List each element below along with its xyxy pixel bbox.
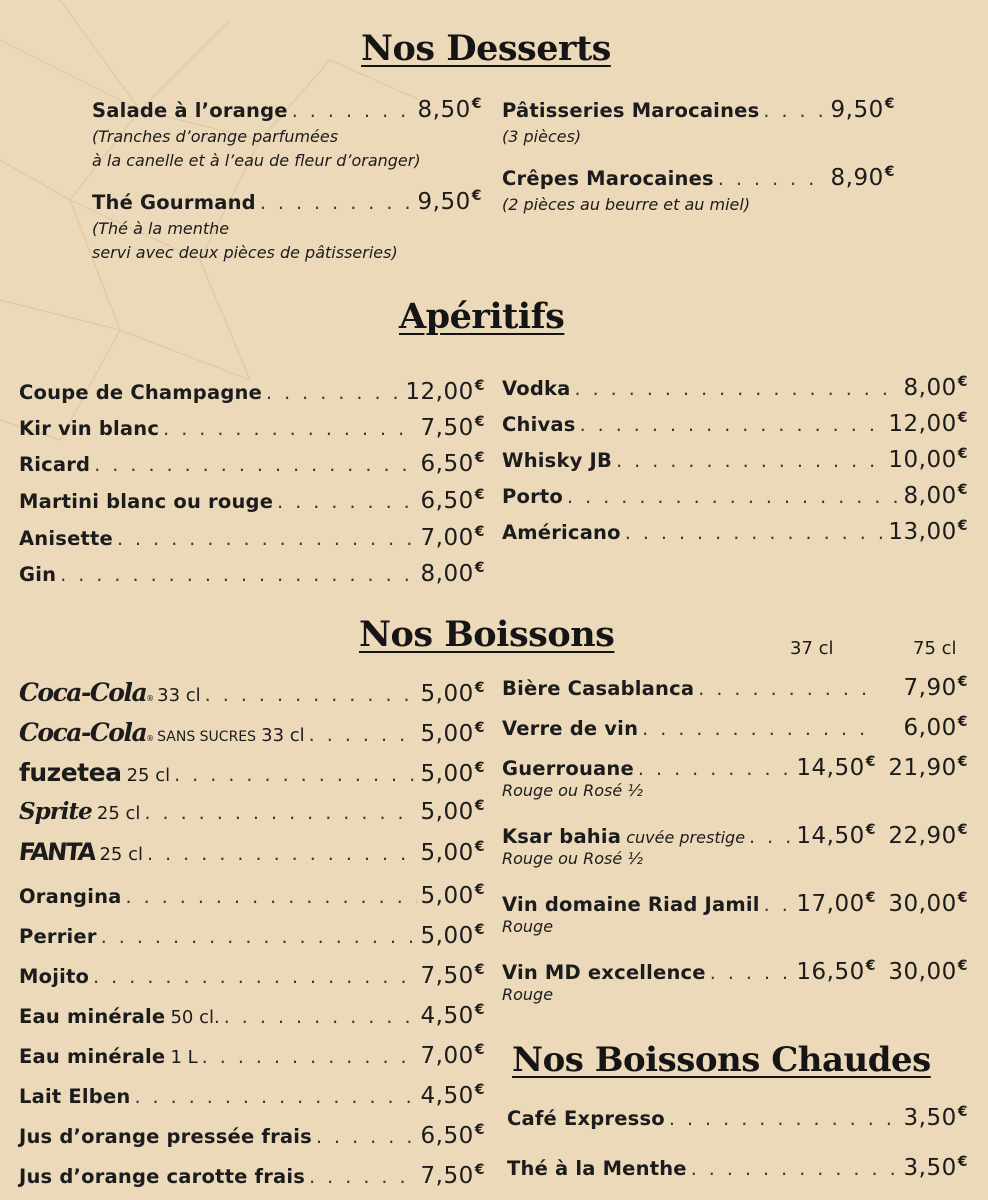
item-price: 7,00€ — [420, 524, 485, 551]
leader-dots — [147, 843, 417, 865]
menu-item — [19, 524, 485, 551]
leader-dots — [309, 1166, 416, 1188]
item-name: Café Expresso — [507, 1107, 665, 1130]
item-name: Jus d’orange pressée frais — [19, 1125, 312, 1148]
item-name: Salade à l’orange — [92, 99, 288, 122]
leader-dots — [309, 724, 417, 746]
menu-item: Coca-Cola ® 33 cl . . . 5,00€ — [19, 678, 485, 707]
menu-item — [19, 922, 485, 949]
item-name: Thé Gourmand — [92, 191, 256, 214]
item-name: Crêpes Marocaines — [502, 167, 714, 190]
menu-item — [507, 1104, 968, 1131]
item-price: 7,00€ — [420, 1042, 485, 1069]
item-price: 3,50€ — [903, 1104, 968, 1131]
leader-dots — [638, 758, 792, 780]
item-size: 33 cl — [261, 725, 305, 746]
leader-dots — [101, 926, 417, 948]
leader-dots — [205, 684, 417, 706]
item-name: Américano — [502, 521, 621, 544]
item-description: (3 pièces) — [502, 127, 582, 146]
item-name: Kir vin blanc — [19, 417, 160, 440]
menu-item — [502, 958, 968, 1004]
leader-dots — [93, 966, 416, 988]
section-title-desserts: Nos Desserts — [361, 28, 611, 69]
fanta-logo: FANTA — [17, 838, 96, 866]
leader-dots — [642, 718, 872, 740]
item-price: 5,00€ — [420, 798, 485, 825]
item-extra: SANS SUCRES — [157, 729, 257, 745]
item-name: Thé à la Menthe — [507, 1157, 687, 1180]
section-title-aperitifs: Apéritifs — [399, 296, 565, 337]
item-price-75cl: 30,00€ — [888, 890, 968, 917]
item-price: 5,00€ — [420, 839, 485, 866]
item-price: 10,00€ — [888, 446, 968, 473]
item-price-37cl: 16,50€ — [796, 958, 876, 985]
menu-item — [502, 374, 968, 401]
menu-item — [19, 758, 485, 787]
item-name: Lait Elben — [19, 1085, 131, 1108]
menu-item — [502, 714, 968, 741]
fuzetea-logo: fuzetea — [19, 758, 122, 787]
menu-item — [19, 1082, 485, 1109]
item-name: Whisky JB — [502, 449, 613, 472]
item-price: 5,00€ — [420, 720, 485, 747]
item-price: 5,00€ — [420, 760, 485, 787]
menu-item — [19, 798, 485, 825]
menu-item — [502, 446, 968, 473]
item-price-37cl: 17,00€ — [796, 890, 876, 917]
item-price: 6,50€ — [420, 487, 485, 514]
item-name: Ricard — [19, 453, 91, 476]
section-title-boissons: Nos Boissons — [359, 614, 615, 655]
item-size: 1 L — [170, 1047, 198, 1068]
item-price: 6,50€ — [420, 450, 485, 477]
item-name: Pâtisseries Marocaines — [502, 99, 760, 122]
menu-item — [19, 487, 485, 514]
item-price-75cl: 22,90€ — [888, 822, 968, 849]
leader-dots — [718, 168, 827, 190]
item-size: 50 cl. — [170, 1007, 220, 1028]
item-price: 4,50€ — [420, 1082, 485, 1109]
item-price: 8,00€ — [903, 374, 968, 401]
leader-dots — [260, 192, 414, 214]
leader-dots — [763, 100, 826, 122]
leader-dots — [174, 764, 416, 786]
menu-item — [502, 96, 895, 149]
item-price: 13,00€ — [888, 518, 968, 545]
item-label: cuvée prestige — [626, 828, 746, 847]
menu-item — [19, 838, 485, 866]
item-note: Rouge ou Rosé ½ — [502, 781, 643, 800]
item-name: Vodka — [502, 377, 571, 400]
menu-item — [502, 164, 895, 217]
leader-dots — [163, 418, 416, 440]
item-price: 5,00€ — [420, 922, 485, 949]
item-price: 9,50€ — [417, 188, 482, 215]
menu-item — [92, 96, 482, 173]
item-price: 7,50€ — [420, 1162, 485, 1189]
coca-cola-logo: Coca-Cola — [19, 678, 147, 707]
sprite-logo: Sprite — [19, 798, 92, 825]
leader-dots — [616, 450, 884, 472]
menu-item — [19, 882, 485, 909]
menu-item — [19, 1162, 485, 1189]
item-price: 8,00€ — [903, 482, 968, 509]
menu-item — [502, 410, 968, 437]
leader-dots — [60, 564, 416, 586]
menu-item — [502, 822, 968, 868]
item-price: 5,00€ — [420, 882, 485, 909]
menu-item — [502, 890, 968, 936]
menu-item — [19, 1002, 485, 1029]
item-price: 8,00€ — [420, 560, 485, 587]
item-note: Rouge — [502, 985, 554, 1004]
item-name: Gin — [19, 563, 57, 586]
menu-item — [19, 962, 485, 989]
item-price-75cl: 30,00€ — [888, 958, 968, 985]
leader-dots — [764, 894, 793, 916]
item-price: 6,50€ — [420, 1122, 485, 1149]
item-name: Coupe de Champagne — [19, 381, 262, 404]
coca-cola-logo: Coca-Cola — [19, 718, 147, 747]
menu-item — [19, 414, 485, 441]
item-name: Perrier — [19, 925, 97, 948]
column-header-75cl: 75 cl — [913, 638, 957, 659]
item-name: Ksar bahia — [502, 825, 622, 848]
leader-dots — [625, 522, 885, 544]
item-name: Anisette — [19, 527, 113, 550]
item-note: Rouge ou Rosé ½ — [502, 849, 643, 868]
leader-dots — [117, 528, 417, 550]
leader-dots — [134, 1086, 416, 1108]
leader-dots — [316, 1126, 417, 1148]
leader-dots — [580, 414, 885, 436]
item-description: (Thé à la menthe servi avec deux pièces de pâtisseries) — [92, 219, 398, 262]
leader-dots — [277, 491, 416, 513]
item-size: 25 cl — [96, 803, 141, 824]
leader-dots — [224, 1006, 417, 1028]
item-name: Vin MD excellence — [502, 961, 706, 984]
item-name: Martini blanc ou rouge — [19, 490, 274, 513]
item-price-37cl: 14,50€ — [796, 822, 876, 849]
menu-item — [507, 1154, 968, 1181]
item-description: (Tranches d’orange parfumées à la canelle et à l’eau de fleur d’oranger) — [92, 127, 421, 170]
item-name: Bière Casablanca — [502, 677, 695, 700]
menu-item — [19, 378, 485, 405]
leader-dots — [691, 1158, 900, 1180]
item-name: Mojito — [19, 965, 90, 988]
menu-item — [502, 754, 968, 800]
leader-dots — [292, 100, 414, 122]
item-price: 8,50€ — [417, 96, 482, 123]
leader-dots — [749, 826, 792, 848]
menu-item — [19, 450, 485, 477]
leader-dots — [698, 678, 872, 700]
item-size: 25 cl — [126, 765, 171, 786]
menu-item — [502, 674, 968, 701]
item-note: Rouge — [502, 917, 554, 936]
menu-item: Coca-Cola ® SANS SUCRES 33 cl . . . 5,00€ — [19, 718, 485, 747]
item-price: 12,00€ — [405, 378, 485, 405]
leader-dots — [126, 886, 417, 908]
item-price-75cl: 6,00€ — [903, 714, 968, 741]
item-name: Guerrouane — [502, 757, 634, 780]
item-name: Vin domaine Riad Jamil — [502, 893, 760, 916]
column-header-37cl: 37 cl — [790, 638, 834, 659]
item-name: Eau minérale — [19, 1045, 166, 1068]
item-description: (2 pièces au beurre et au miel) — [502, 195, 751, 214]
item-price: 12,00€ — [888, 410, 968, 437]
item-price: 9,50€ — [830, 96, 895, 123]
menu-item — [502, 482, 968, 509]
item-name: Porto — [502, 485, 564, 508]
item-price: 3,50€ — [903, 1154, 968, 1181]
item-size: 25 cl — [99, 844, 144, 865]
item-name: Verre de vin — [502, 717, 639, 740]
menu-item — [19, 1042, 485, 1069]
leader-dots — [669, 1108, 900, 1130]
item-name: Orangina — [19, 885, 122, 908]
leader-dots — [202, 1046, 417, 1068]
item-name: Jus d’orange carotte frais — [19, 1165, 306, 1188]
menu-item — [19, 560, 485, 587]
leader-dots — [266, 382, 401, 404]
item-name: Eau minérale — [19, 1005, 166, 1028]
item-name: Chivas — [502, 413, 576, 436]
item-price: 7,50€ — [420, 414, 485, 441]
section-title-chaudes: Nos Boissons Chaudes — [512, 1040, 931, 1080]
menu-item — [19, 1122, 485, 1149]
leader-dots — [575, 378, 900, 400]
leader-dots — [94, 454, 416, 476]
menu-item — [92, 188, 482, 265]
item-size: 33 cl — [157, 685, 201, 706]
item-price: 8,90€ — [830, 164, 895, 191]
leader-dots — [567, 486, 900, 508]
menu-item — [502, 518, 968, 545]
item-price: 7,50€ — [420, 962, 485, 989]
item-price-75cl: 7,90€ — [903, 674, 968, 701]
leader-dots — [710, 962, 793, 984]
item-price: 5,00€ — [420, 680, 485, 707]
item-price: 4,50€ — [420, 1002, 485, 1029]
leader-dots — [144, 802, 416, 824]
item-price-75cl: 21,90€ — [888, 754, 968, 781]
item-price-37cl: 14,50€ — [796, 754, 876, 781]
